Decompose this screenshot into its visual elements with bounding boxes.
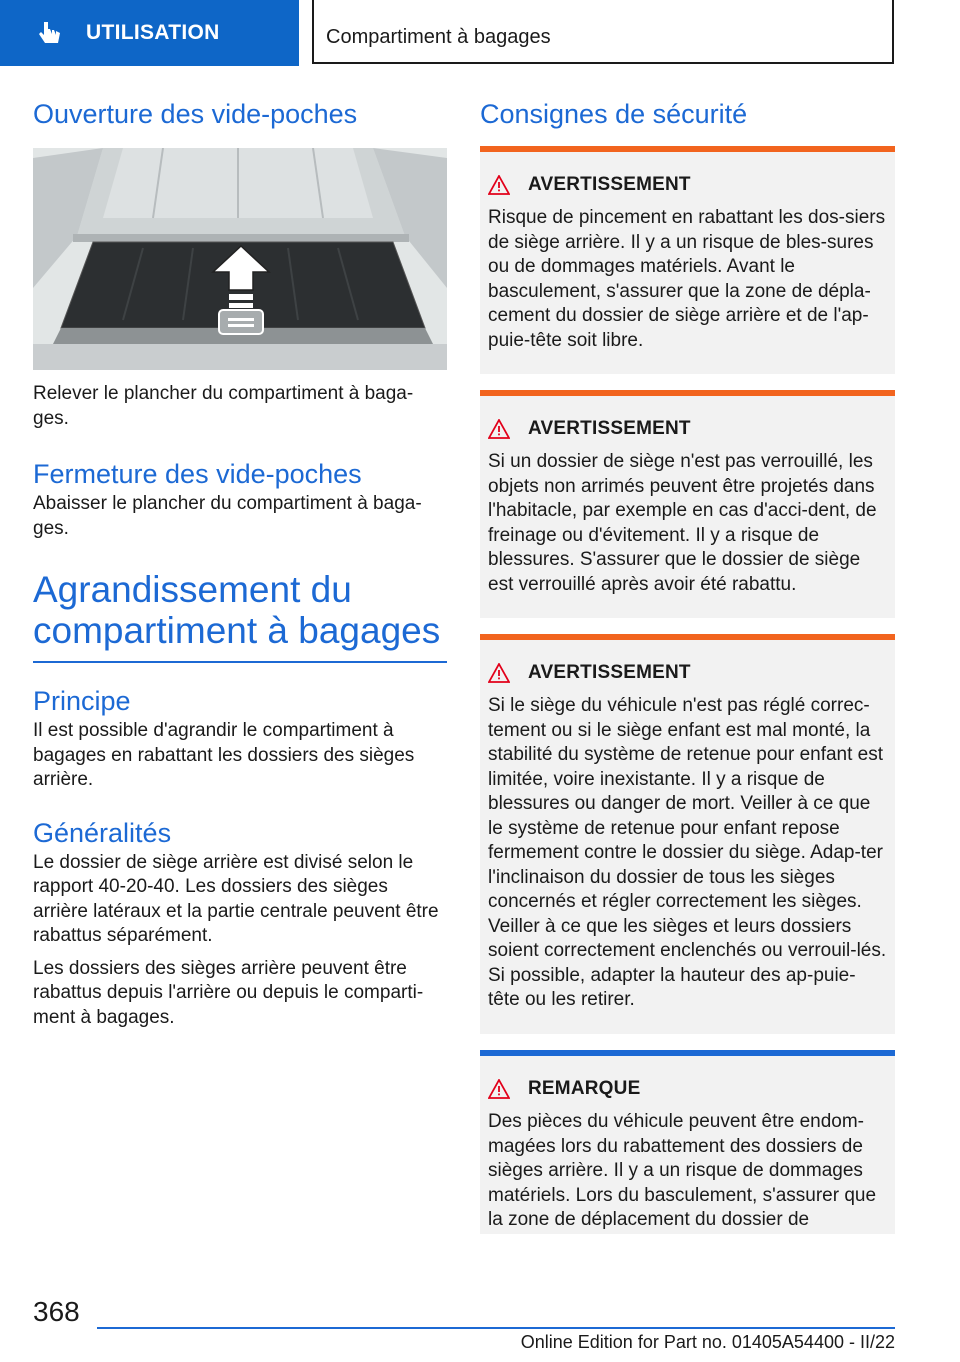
- warning-text: Si le siège du véhicule n'est pas réglé correc-tement ou si le siège enfant est mal monté, la stabilité du système de retenue pour enfant est limitée, voire inexistante. Il y a risque de blessures ou danger de mort. Veiller à ce que le système de retenue pour enfant repose fermement contre le dossier du siège. Adap-ter l'inclinaison du dossier de tous les sièges concernés et régler correctement les sièges. Veiller à ce que les sièges et leurs dossiers soient correctement enclenchés ou verrouil-lés. Si possible, adapter la hauteur des ap-puie-tête ou les retirer.: [488, 695, 887, 1010]
- warning-triangle-icon: [488, 419, 510, 439]
- footer-rule: [97, 1327, 895, 1329]
- heading-rule: [33, 661, 447, 663]
- heading-safety: Consignes de sécurité: [480, 99, 748, 129]
- text-close-compartments: Abaisser le plancher du compartiment à baga-ges.: [33, 493, 422, 539]
- note-title: REMARQUE: [528, 1078, 641, 1099]
- heading-enlarge-line2: compartiment à bagages: [33, 610, 441, 651]
- warning-title: AVERTISSEMENT: [528, 418, 691, 439]
- right-column: [480, 96, 895, 1234]
- warning-title: AVERTISSEMENT: [528, 662, 691, 683]
- hand-pointer-icon: [36, 19, 64, 47]
- note-text: Des pièces du véhicule peuvent être endom-magées lors du rabattement des dossiers de sièges arrière. Il y a un risque de dommages matériels. Lors du basculement, s'assurer que la zone de déplacement du dossier de: [488, 1111, 877, 1230]
- warning-text: Si un dossier de siège n'est pas verrouillé, les objets non arrimés peuvent être projetés dans l'habitacle, par exemple en cas d'acci-dent, de freinage ou d'évitement. Il y a risque de blessures. S'assurer que le dossier de siège est verrouillé après avoir été rabattu.: [488, 451, 877, 595]
- heading-general: Généralités: [33, 817, 172, 848]
- warning-box: [480, 634, 895, 1034]
- page-title: Compartiment à bagages: [326, 26, 551, 48]
- left-column: [33, 96, 447, 1030]
- text-general-1: Le dossier de siège arrière est divisé selon le rapport 40‑20‑40. Les dossiers des sièges arrière latéraux et la partie centrale peuvent être rabattus séparément.: [33, 851, 439, 946]
- section-tab[interactable]: [0, 0, 299, 66]
- warning-text: Risque de pincement en rabattant les dos-siers de siège arrière. Il y a un risque de bles-sures ou de dommages matériels. Avant le basculement, s'assurer que la zone de dépla-cement du dossier de siège arrière et de l'ap-puie-tête soit libre.: [488, 207, 886, 351]
- warning-triangle-icon: [488, 1079, 510, 1099]
- note-box: [480, 1050, 895, 1234]
- heading-enlarge-line1: Agrandissement du: [33, 569, 352, 610]
- heading-close-compartments: Fermeture des vide-poches: [33, 459, 362, 489]
- warning-triangle-icon: [488, 663, 510, 683]
- warning-triangle-icon: [488, 175, 510, 195]
- section-label: UTILISATION: [86, 21, 220, 44]
- heading-principle: Principe: [33, 686, 131, 716]
- text-general-2: Les dossiers des sièges arrière peuvent être rabattus depuis l'arrière ou depuis le comparti-ment à bagages.: [33, 957, 424, 1028]
- warning-box: [480, 390, 895, 618]
- text-principle: Il est possible d'agrandir le compartiment à bagages en rabattant les dossiers des sièges arrière.: [33, 720, 415, 790]
- page-number: 368: [33, 1296, 80, 1327]
- heading-open-compartments: Ouverture des vide-poches: [33, 99, 358, 129]
- warning-title: AVERTISSEMENT: [528, 174, 691, 195]
- warning-box: [480, 146, 895, 374]
- text-open-compartments: Relever le plancher du compartiment à baga-ges.: [33, 383, 414, 429]
- trunk-floor-illustration: [33, 148, 447, 370]
- footer-edition: Online Edition for Part no. 01405A54400 - II/22: [520, 1332, 895, 1352]
